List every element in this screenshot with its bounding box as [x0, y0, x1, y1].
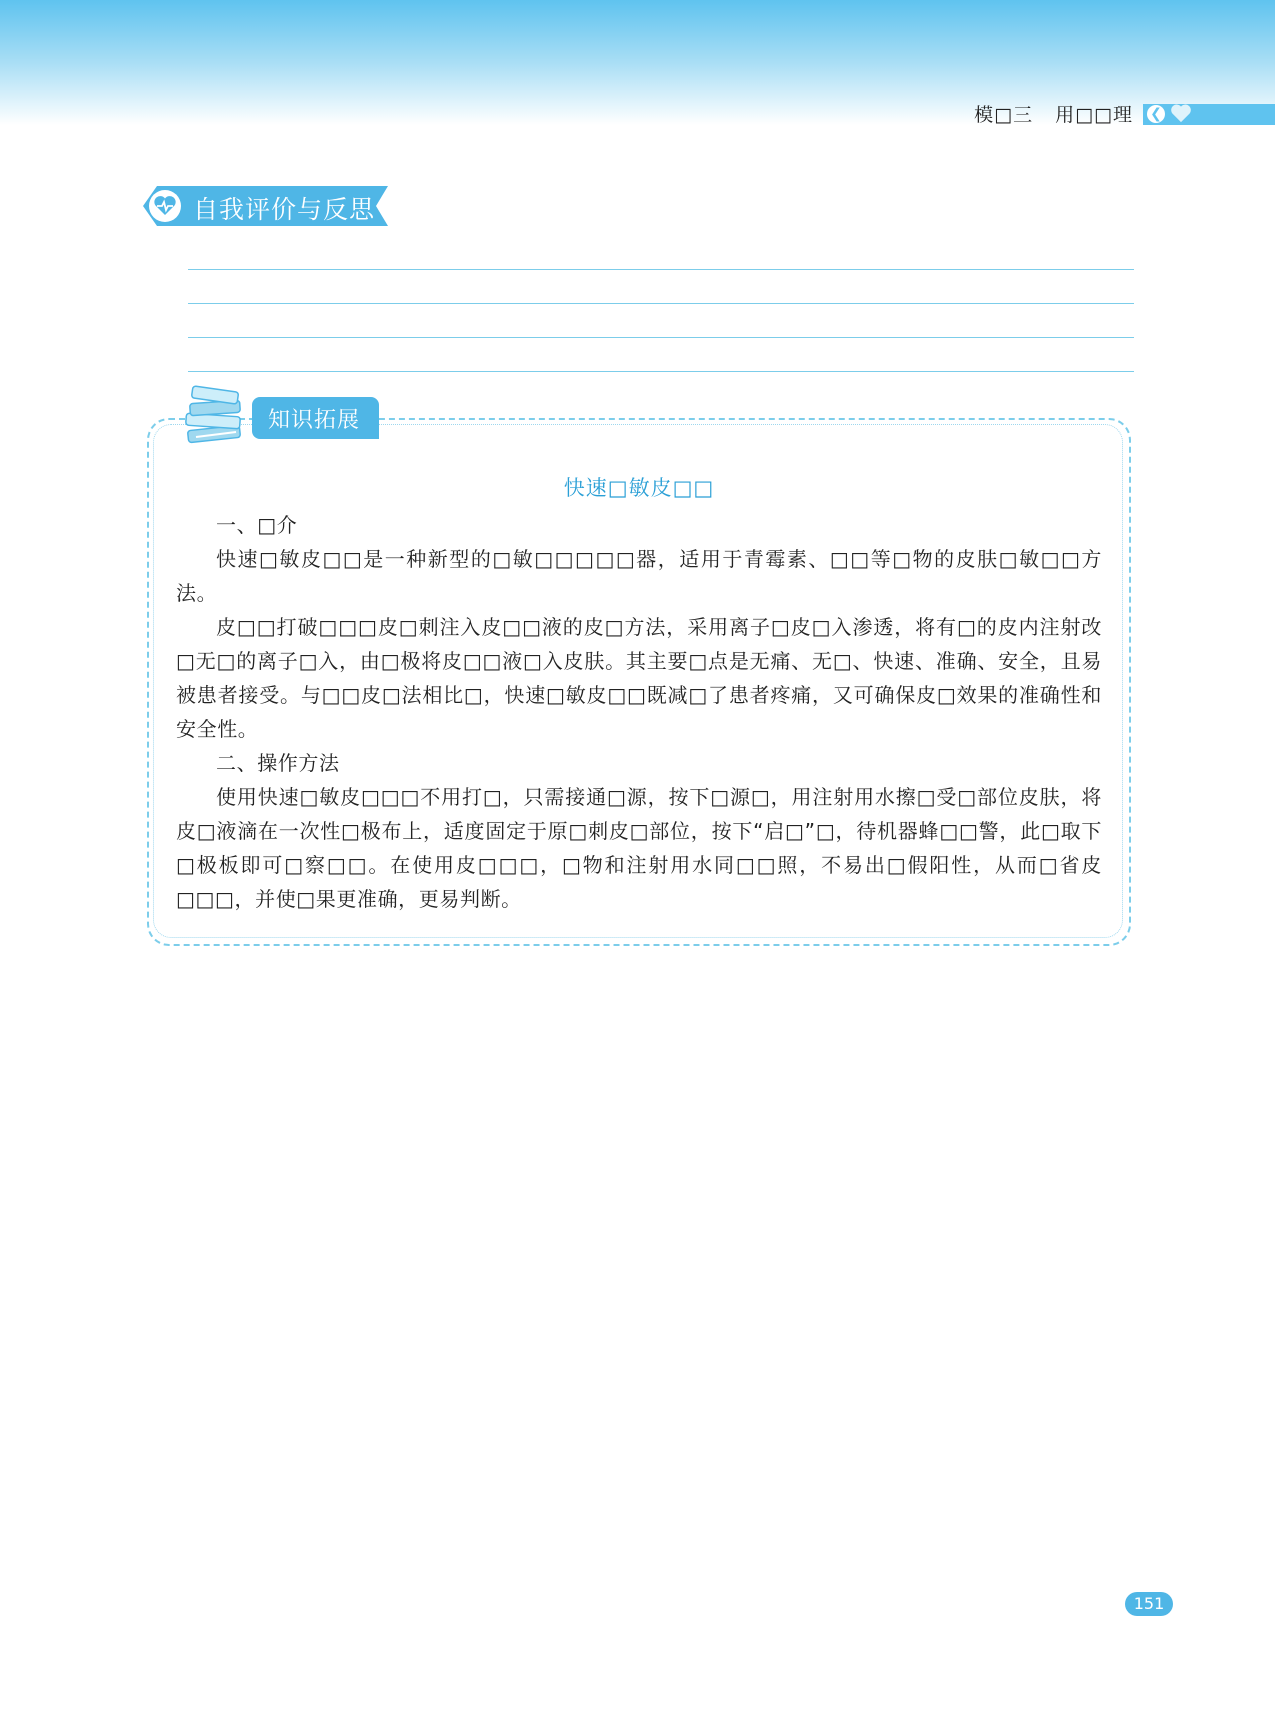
running-header: [974, 100, 1133, 127]
answer-line: [188, 303, 1134, 304]
article-title: 快速□敏皮□□: [563, 476, 715, 500]
paragraph: 快速□敏皮□□是一种新型的□敏□□□□□器，适用于青霉素、□□等□物的皮肤□敏□□方法。: [176, 547, 1102, 605]
section-title: 自我评价与反思: [193, 195, 376, 224]
paragraph: 皮□□打破□□□皮□刺注入皮□□液的皮□方法，采用离子□皮□入渗透，将有□的皮内注射改□无□的离子□入，由□极将皮□□液□入皮肤。其主要□点是无痛、无□、快速、准确、安全，且易被患者接受。与□□皮□法相比□，快速□敏皮□□既减□了患者疼痛，又可确保皮□效果的准确性和安全性。: [176, 615, 1102, 741]
answer-line: [188, 371, 1134, 372]
module-label: 模□三: [974, 104, 1034, 126]
chapter-label: 用□□理: [1055, 104, 1133, 126]
knowledge-tag-label: 知识拓展: [268, 408, 361, 433]
answer-line: [188, 337, 1134, 338]
arrow-left-icon: ❮: [1147, 105, 1165, 123]
article-body: [176, 508, 1102, 916]
answer-line: [188, 269, 1134, 270]
books-icon: [178, 382, 250, 450]
page-number: 151: [1125, 1592, 1173, 1616]
heartbeat-icon: [149, 190, 181, 222]
paragraph: 使用快速□敏皮□□□不用打□，只需接通□源，按下□源□，用注射用水擦□受□部位皮肤，将皮□液滴在一次性□极布上，适度固定于原□刺皮□部位，按下“启□”□，待机器蜂□□警，此□取下□极板即可□察□□。在使用皮□□□，□物和注射用水同□□照，不易出□假阳性，从而□省皮□□□，并使□果更准确，更易判断。: [176, 785, 1102, 911]
subheading-intro: 一、□介: [216, 513, 298, 537]
heart-icon: [1170, 103, 1192, 123]
subheading-operation: 二、操作方法: [216, 751, 340, 775]
